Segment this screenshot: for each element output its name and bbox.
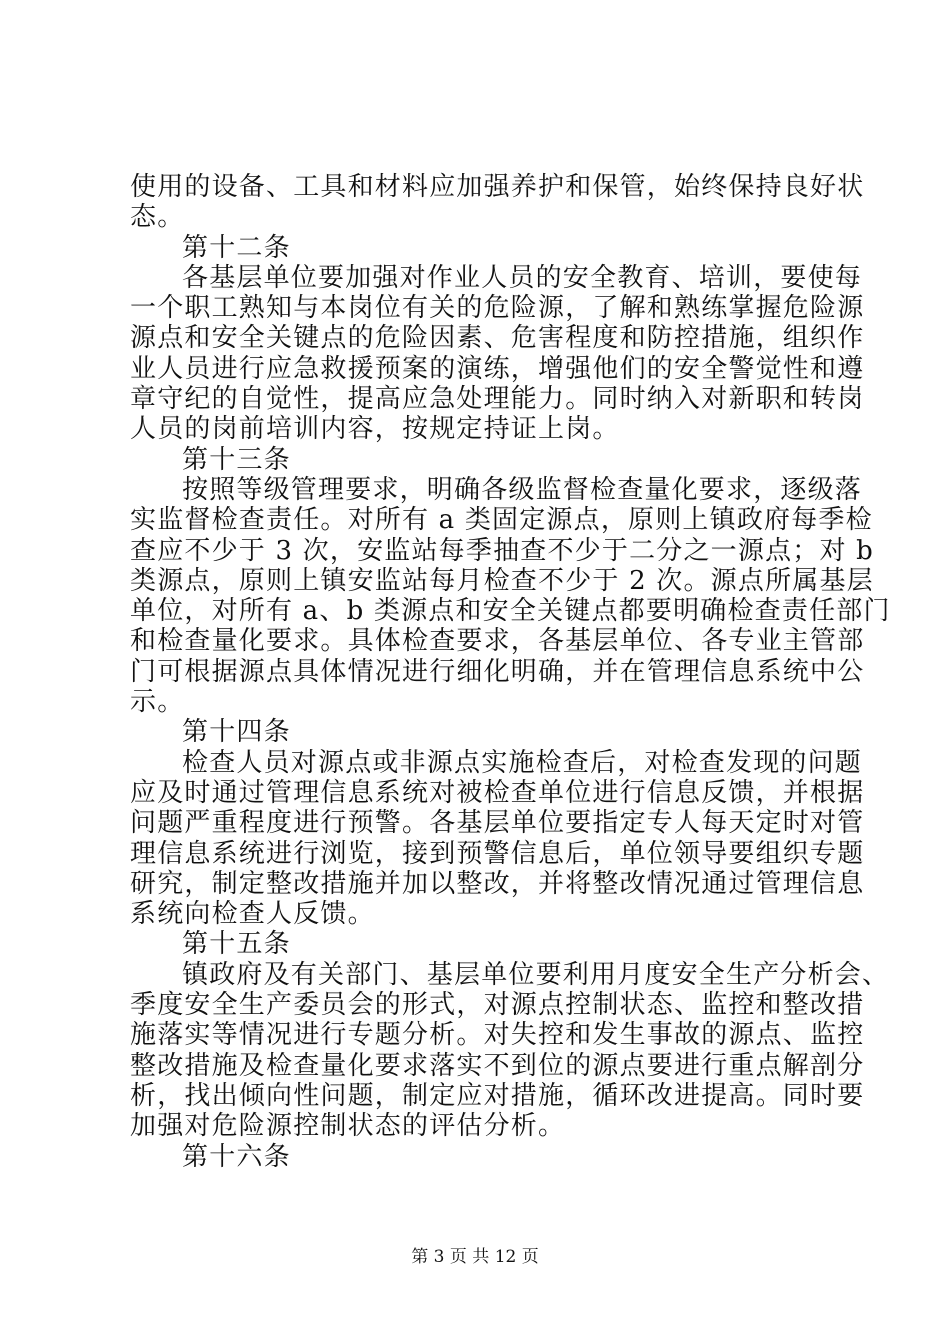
text-line: 应及时通过管理信息系统对被检查单位进行信息反馈，并根据 xyxy=(130,777,865,808)
article-heading: 第十四条 xyxy=(182,717,291,748)
text-line: 章守纪的自觉性，提高应急处理能力。同时纳入对新职和转岗 xyxy=(130,384,865,415)
text-line: 和检查量化要求。具体检查要求，各基层单位、各专业主管部 xyxy=(130,626,865,657)
text-line: 单位，对所有 a、b 类源点和安全关键点都要明确检查责任部门 xyxy=(130,596,891,627)
text-line: 季度安全生产委员会的形式，对源点控制状态、监控和整改措 xyxy=(130,990,865,1021)
text-line: 问题严重程度进行预警。各基层单位要指定专人每天定时对管 xyxy=(130,808,865,839)
text-line: 析，找出倾向性问题，制定应对措施，循环改进提高。同时要 xyxy=(130,1080,865,1111)
article-heading: 第十五条 xyxy=(182,929,291,960)
text-line: 实监督检查责任。对所有 a 类固定源点，原则上镇政府每季检 xyxy=(130,505,873,536)
text-line: 研究，制定整改措施并加以整改，并将整改情况通过管理信息 xyxy=(130,868,865,899)
text-line: 理信息系统进行浏览，接到预警信息后，单位领导要组织专题 xyxy=(130,838,865,869)
text-line: 类源点，原则上镇安监站每月检查不少于 2 次。源点所属基层 xyxy=(130,565,874,596)
text-line: 态。 xyxy=(130,202,185,233)
text-line: 源点和安全关键点的危险因素、危害程度和防控措施，组织作 xyxy=(130,323,865,354)
text-line: 施落实等情况进行专题分析。对失控和发生事故的源点、监控 xyxy=(130,1020,865,1051)
text-line: 示。 xyxy=(130,687,185,718)
page-number-footer: 第 3 页 共 12 页 xyxy=(411,1247,539,1267)
text-line: 使用的设备、工具和材料应加强养护和保管，始终保持良好状 xyxy=(130,172,865,202)
text-line: 一个职工熟知与本岗位有关的危险源，了解和熟练掌握危险源 xyxy=(130,293,865,324)
text-line: 门可根据源点具体情况进行细化明确，并在管理信息系统中公 xyxy=(130,656,865,687)
paragraph-first-line: 镇政府及有关部门、基层单位要利用月度安全生产分析会、 xyxy=(182,959,890,990)
text-line: 查应不少于 3 次，安监站每季抽查不少于二分之一源点；对 b xyxy=(130,535,874,566)
text-line: 业人员进行应急救援预案的演练，增强他们的安全警觉性和遵 xyxy=(130,353,865,384)
text-line: 人员的岗前培训内容，按规定持证上岗。 xyxy=(130,414,620,445)
paragraph-first-line: 各基层单位要加强对作业人员的安全教育、培训，要使每 xyxy=(182,262,863,293)
text-line: 系统向检查人反馈。 xyxy=(130,899,375,930)
document-body xyxy=(130,172,891,1172)
article-heading: 第十三条 xyxy=(182,444,291,475)
article-heading: 第十二条 xyxy=(182,232,291,263)
text-line: 整改措施及检查量化要求落实不到位的源点要进行重点解剖分 xyxy=(130,1050,865,1081)
paragraph-first-line: 按照等级管理要求，明确各级监督检查量化要求，逐级落 xyxy=(182,474,863,505)
text-line: 加强对危险源控制状态的评估分析。 xyxy=(130,1111,566,1142)
paragraph-first-line: 检查人员对源点或非源点实施检查后，对检查发现的问题 xyxy=(182,747,863,778)
article-heading: 第十六条 xyxy=(182,1141,291,1172)
